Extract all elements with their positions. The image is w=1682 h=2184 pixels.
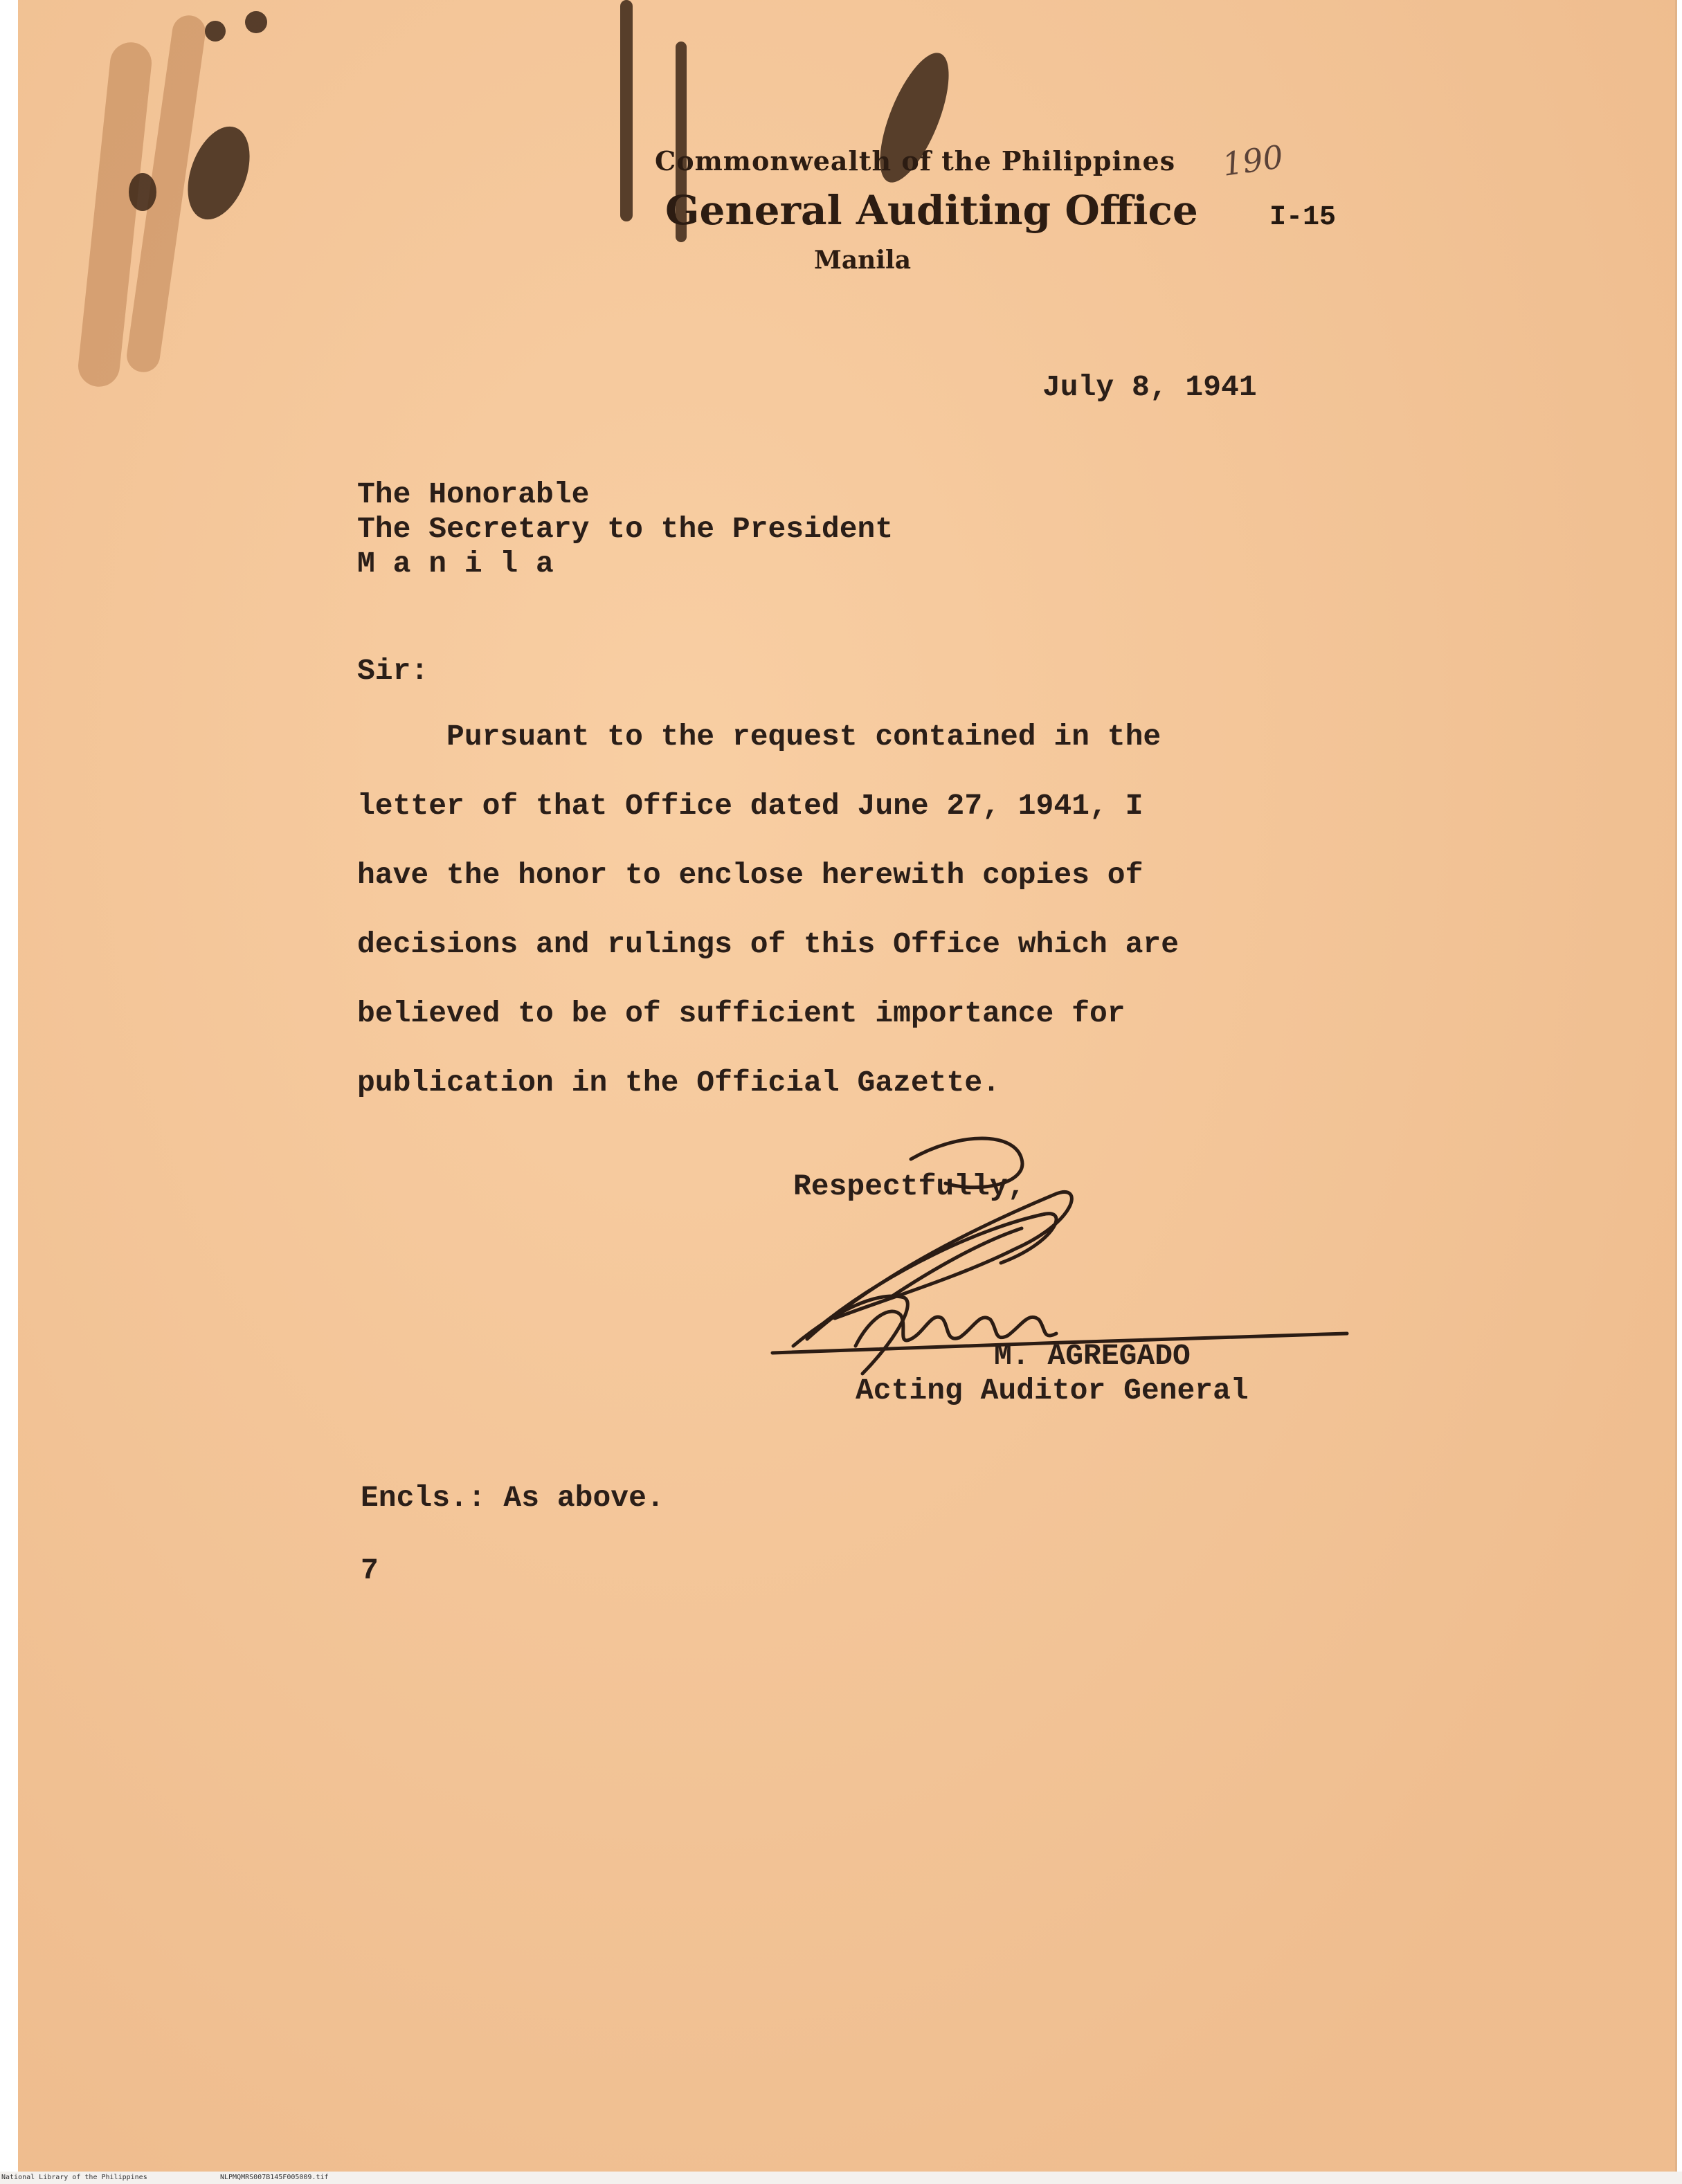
closing: Respectfully,: [793, 1170, 1026, 1203]
page-mark: 7: [361, 1554, 379, 1587]
salutation: Sir:: [357, 654, 429, 688]
footer-library: National Library of the Philippines: [1, 2174, 147, 2181]
scan-footer: [0, 2172, 1682, 2184]
body-line-4: decisions and rulings of this Office which are: [357, 927, 1179, 961]
enclosure-note: Encls.: As above.: [361, 1481, 664, 1515]
file-number: I-15: [1269, 202, 1337, 233]
letter-date: July 8, 1941: [1042, 370, 1257, 404]
recipient-line-2: The Secretary to the President: [357, 512, 894, 546]
letterhead-city: Manila: [814, 246, 912, 275]
recipient-line-3: M a n i l a: [357, 547, 554, 581]
letter-page: [18, 0, 1677, 2172]
ink-stain: [129, 173, 156, 211]
signer-name: M. AGREGADO: [994, 1339, 1191, 1373]
signer-title: Acting Auditor General: [856, 1374, 1249, 1408]
body-line-6: publication in the Official Gazette.: [357, 1066, 1000, 1100]
body-line-5: believed to be of sufficient importance for: [357, 997, 1125, 1030]
footer-file-id: NLPMQMRS007B145F005009.tif: [220, 2174, 329, 2181]
body-line-2: letter of that Office dated June 27, 1941, I: [357, 789, 1143, 823]
recipient-line-1: The Honorable: [357, 477, 590, 511]
body-line-1: Pursuant to the request contained in the: [357, 720, 1161, 754]
ink-stain: [245, 11, 267, 33]
letterhead-office: General Auditing Office: [665, 187, 1198, 234]
body-line-3: have the honor to enclose herewith copies of: [357, 858, 1143, 892]
ink-stain: [205, 21, 226, 42]
letterhead-commonwealth: Commonwealth of the Philippines: [655, 145, 1176, 176]
ink-stain: [620, 0, 633, 221]
handwritten-number: 190: [1220, 138, 1286, 183]
